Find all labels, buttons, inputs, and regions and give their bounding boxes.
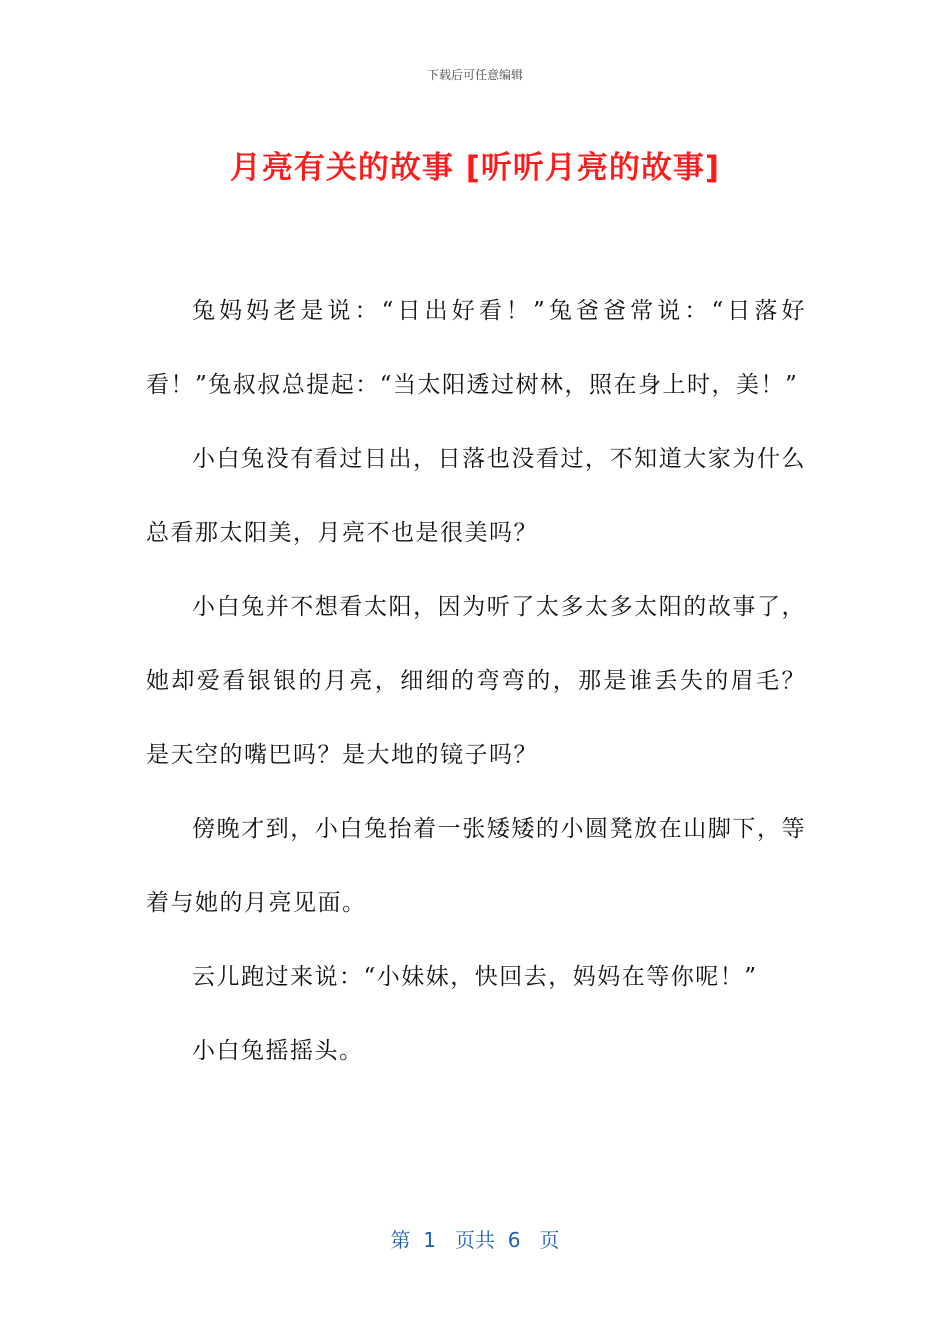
paragraph: 兔妈妈老是说：“日出好看！”兔爸爸常说：“日落好看！”兔叔叔总提起：“当太阳透过树林，照在身上时，美！” xyxy=(146,298,806,398)
page-number: 1 xyxy=(423,1228,436,1252)
page-suffix: 页 xyxy=(539,1228,560,1252)
page-prefix: 第 xyxy=(390,1228,411,1252)
document-title: 月亮有关的故事 [听听月亮的故事] xyxy=(229,150,721,186)
paragraph: 云儿跑过来说：“小妹妹，快回去，妈妈在等你呢！” xyxy=(192,964,758,990)
paragraph: 小白兔并不想看太阳，因为听了太多太多太阳的故事了，她却爱看银银的月亮，细细的弯弯的，那是谁丢失的眉毛？是天空的嘴巴吗？是大地的镜子吗？ xyxy=(146,594,806,768)
paragraph: 小白兔没有看过日出，日落也没看过，不知道大家为什么总看那太阳美，月亮不也是很美吗？ xyxy=(146,446,806,546)
paragraph: 傍晚才到，小白兔抬着一张矮矮的小圆凳放在山脚下，等着与她的月亮见面。 xyxy=(146,816,806,916)
total-pages: 6 xyxy=(507,1228,521,1252)
story-body xyxy=(146,274,806,1088)
page-middle: 页共 xyxy=(455,1228,495,1252)
header-note: 下载后可任意编辑 xyxy=(426,68,523,82)
page-footer xyxy=(0,1224,950,1253)
paragraph: 小白兔摇摇头。 xyxy=(192,1038,364,1064)
